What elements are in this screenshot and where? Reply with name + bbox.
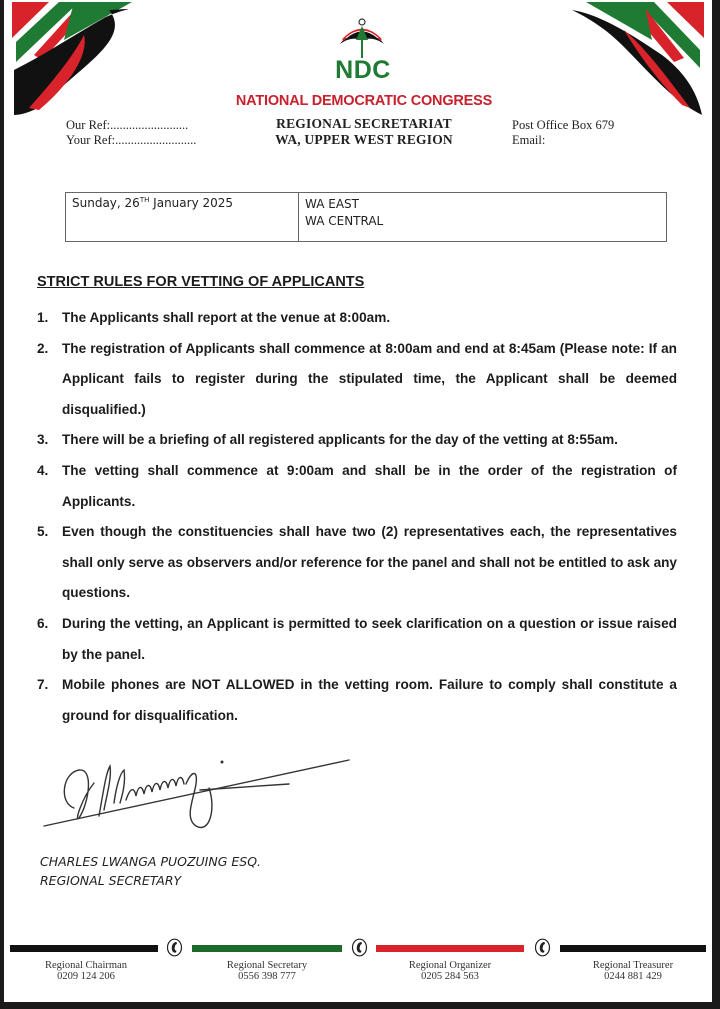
secretariat-block [204, 116, 524, 148]
contact-role: Regional Organizer [408, 960, 492, 971]
rule-text: The Applicants shall report at the venue at 8:00am. [62, 310, 391, 325]
rule-item [37, 425, 677, 456]
footer-bar-green [192, 945, 342, 952]
rules-list [37, 303, 677, 731]
signatory-name: CHARLES LWANGA PUOZUING ESQ. [40, 854, 262, 869]
rule-item [37, 334, 677, 426]
rule-item [37, 456, 677, 517]
date-cell [66, 193, 299, 241]
footer-bar-black [10, 945, 158, 952]
address-block [512, 118, 614, 148]
contact-role: Regional Treasurer [592, 960, 674, 971]
secretariat-line2: WA, UPPER WEST REGION [275, 132, 453, 147]
contact-chairman [6, 960, 166, 982]
rule-text: There will be a briefing of all registered applicants for the day of the vetting at 8:55am. [62, 432, 618, 448]
footer-bar-black [560, 945, 706, 952]
our-ref: Our Ref:......................... [66, 118, 189, 132]
party-name: NATIONAL DEMOCRATIC CONGRESS [235, 93, 493, 109]
area-item: WA EAST [305, 197, 359, 211]
rule-number: 5. [37, 524, 49, 540]
rule-item [37, 303, 677, 334]
contact-phone: 0244 881 429 [604, 971, 662, 982]
rule-text: The registration of Applicants shall commence at 8:00am and end at 8:45am (Please note: If an Applicant fails to register during the stipulated time, the Applicant shall be deemed disqualified.) [62, 340, 677, 417]
rule-number: 6. [37, 615, 49, 631]
rule-item [37, 517, 677, 609]
phone-icon [166, 938, 183, 957]
date-area-table [65, 192, 667, 242]
contact-role: Regional Chairman [45, 960, 127, 971]
signatory-title: REGIONAL SECRETARY [40, 873, 182, 888]
letter-page [4, 0, 712, 1002]
contact-phone: 0205 284 563 [421, 971, 479, 982]
your-ref: Your Ref:.......................... [66, 133, 197, 147]
signatory-block [40, 852, 261, 890]
phone-icon [351, 938, 368, 957]
flag-ribbon-left-decoration [4, 0, 154, 120]
phone-icon [534, 938, 551, 957]
rules-heading: STRICT RULES FOR VETTING OF APPLICANTS [37, 274, 365, 290]
date-prefix: Sunday, 26 [72, 196, 140, 210]
rule-number: 3. [37, 432, 49, 448]
email-label: Email: [512, 133, 546, 147]
rule-item [37, 670, 677, 731]
date-suffix: January 2025 [149, 196, 234, 210]
rule-text: Mobile phones are NOT ALLOWED in the vetting room. Failure to comply shall constitute a ground for disqualification. [62, 677, 677, 723]
rule-number: 7. [37, 677, 49, 693]
flag-ribbon-right-decoration [562, 0, 712, 120]
rule-text: During the vetting, an Applicant is permitted to seek clarification on a question or issue raised by the panel. [62, 615, 677, 662]
contact-secretary [187, 960, 347, 982]
contact-role: Regional Secretary [226, 960, 308, 971]
secretariat-line1: REGIONAL SECRETARIAT [276, 116, 452, 131]
contact-organizer [370, 960, 530, 982]
area-item: WA CENTRAL [305, 214, 384, 228]
rule-text: The vetting shall commence at 9:00am and shall be in the order of the registration of Applicants. [62, 462, 677, 509]
contact-footer [4, 938, 712, 998]
contact-phone: 0209 124 206 [57, 971, 115, 982]
reference-block [66, 118, 196, 148]
rule-number: 4. [37, 462, 49, 478]
ndc-umbrella-logo [326, 18, 398, 60]
rule-number: 2. [37, 340, 49, 356]
date-superscript: TH [139, 196, 150, 204]
party-acronym: NDC [335, 56, 391, 84]
rule-number: 1. [37, 310, 49, 325]
footer-bar-red [376, 945, 524, 952]
contact-phone: 0556 398 777 [238, 971, 296, 982]
rule-text: Even though the constituencies shall have two (2) representatives each, the representatives shall only serve as observers and/or reference for the panel and shall not be entitled to ask any questions. [62, 524, 677, 601]
handwritten-signature [34, 748, 354, 838]
po-box: Post Office Box 679 [512, 118, 615, 132]
contact-treasurer [553, 960, 712, 982]
areas-cell [299, 193, 389, 241]
rule-item [37, 609, 677, 670]
